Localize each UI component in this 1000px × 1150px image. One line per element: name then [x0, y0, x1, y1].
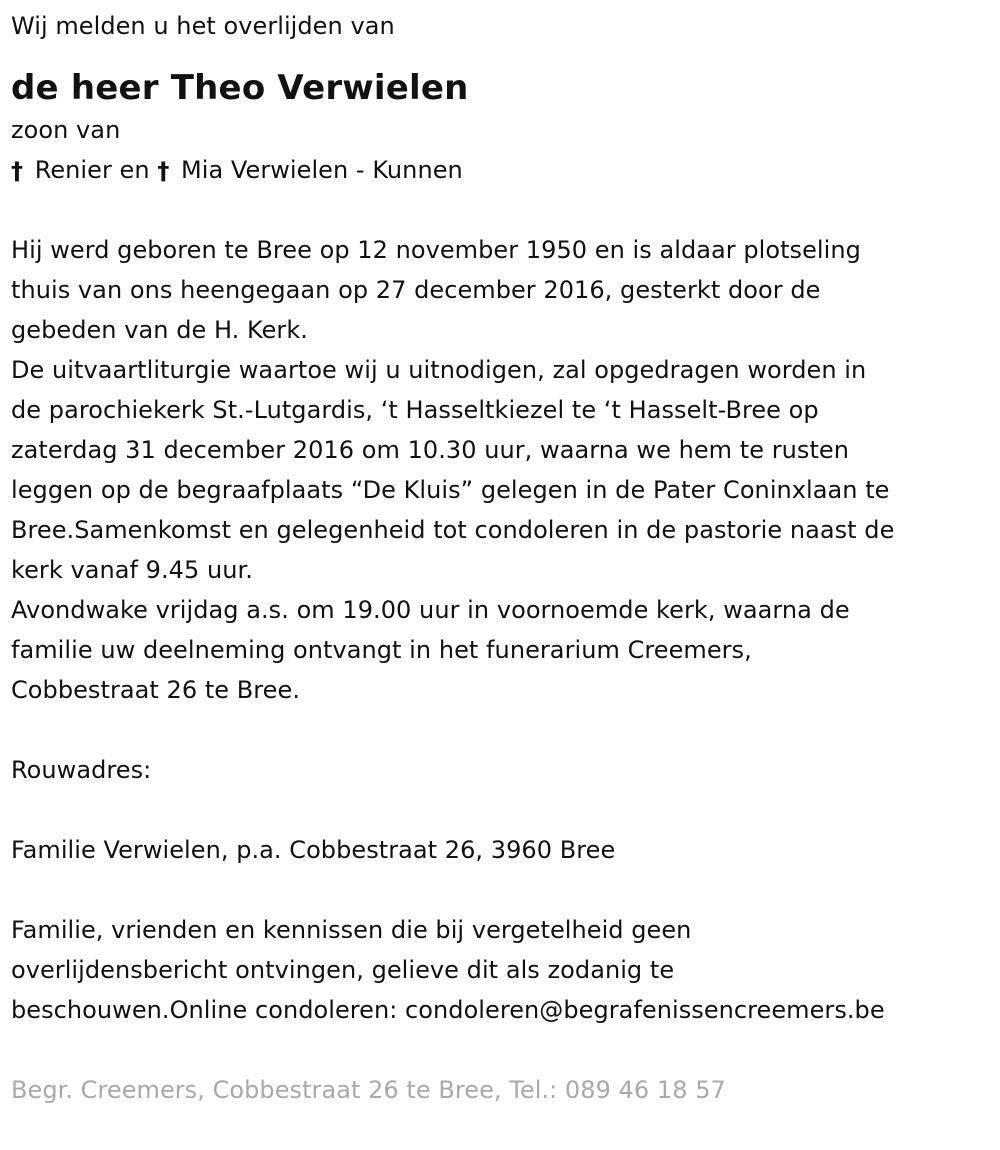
body-line: Avondwake vrijdag a.s. om 19.00 uur in voornoemde kerk, waarna de	[11, 596, 850, 624]
spacer	[11, 190, 996, 230]
intro-text: Wij melden u het overlijden van	[11, 12, 395, 40]
body-line: de parochiekerk St.-Lutgardis, ‘t Hasseltkiezel te ‘t Hasselt-Bree op	[11, 396, 819, 424]
relation-text: zoon van	[11, 116, 121, 144]
closing-line: overlijdensbericht ontvingen, gelieve dit als zodanig te	[11, 956, 675, 984]
closing-line: beschouwen.Online condoleren: condoleren@begrafenissencreemers.be	[11, 996, 885, 1024]
body-line: Cobbestraat 26 te Bree.	[11, 676, 300, 704]
deceased-name: de heer Theo Verwielen	[11, 68, 469, 108]
body-line: thuis van ons heengegaan op 27 december 2016, gesterkt door de	[11, 276, 821, 304]
funeral-home-footer: Begr. Creemers, Cobbestraat 26 te Bree, Tel.: 089 46 18 57	[11, 1076, 726, 1104]
parents-line	[11, 150, 996, 190]
cross-icon: †	[157, 157, 170, 185]
body-line: Hij werd geboren te Bree op 12 november 1950 en is aldaar plotseling	[11, 236, 861, 264]
body-line: gebeden van de H. Kerk.	[11, 316, 308, 344]
body-text	[11, 230, 996, 710]
cross-icon: †	[11, 157, 24, 185]
spacer	[11, 870, 996, 910]
body-line: familie uw deelneming ontvangt in het funerarium Creemers,	[11, 636, 752, 664]
body-line: Bree.Samenkomst en gelegenheid tot condoleren in de pastorie naast de	[11, 516, 895, 544]
spacer	[11, 790, 996, 830]
closing-text	[11, 910, 996, 1030]
spacer	[11, 710, 996, 750]
obituary-notice	[11, 6, 996, 1110]
father-name: Renier en	[34, 156, 150, 184]
spacer	[11, 1030, 996, 1070]
closing-line: Familie, vrienden en kennissen die bij vergetelheid geen	[11, 916, 692, 944]
body-line: kerk vanaf 9.45 uur.	[11, 556, 253, 584]
mourning-address-label: Rouwadres:	[11, 756, 152, 784]
body-line: De uitvaartliturgie waartoe wij u uitnodigen, zal opgedragen worden in	[11, 356, 867, 384]
mother-name: Mia Verwielen - Kunnen	[181, 156, 463, 184]
mourning-address: Familie Verwielen, p.a. Cobbestraat 26, 3960 Bree	[11, 836, 616, 864]
body-line: zaterdag 31 december 2016 om 10.30 uur, waarna we hem te rusten	[11, 436, 849, 464]
body-line: leggen op de begraafplaats “De Kluis” gelegen in de Pater Coninxlaan te	[11, 476, 890, 504]
